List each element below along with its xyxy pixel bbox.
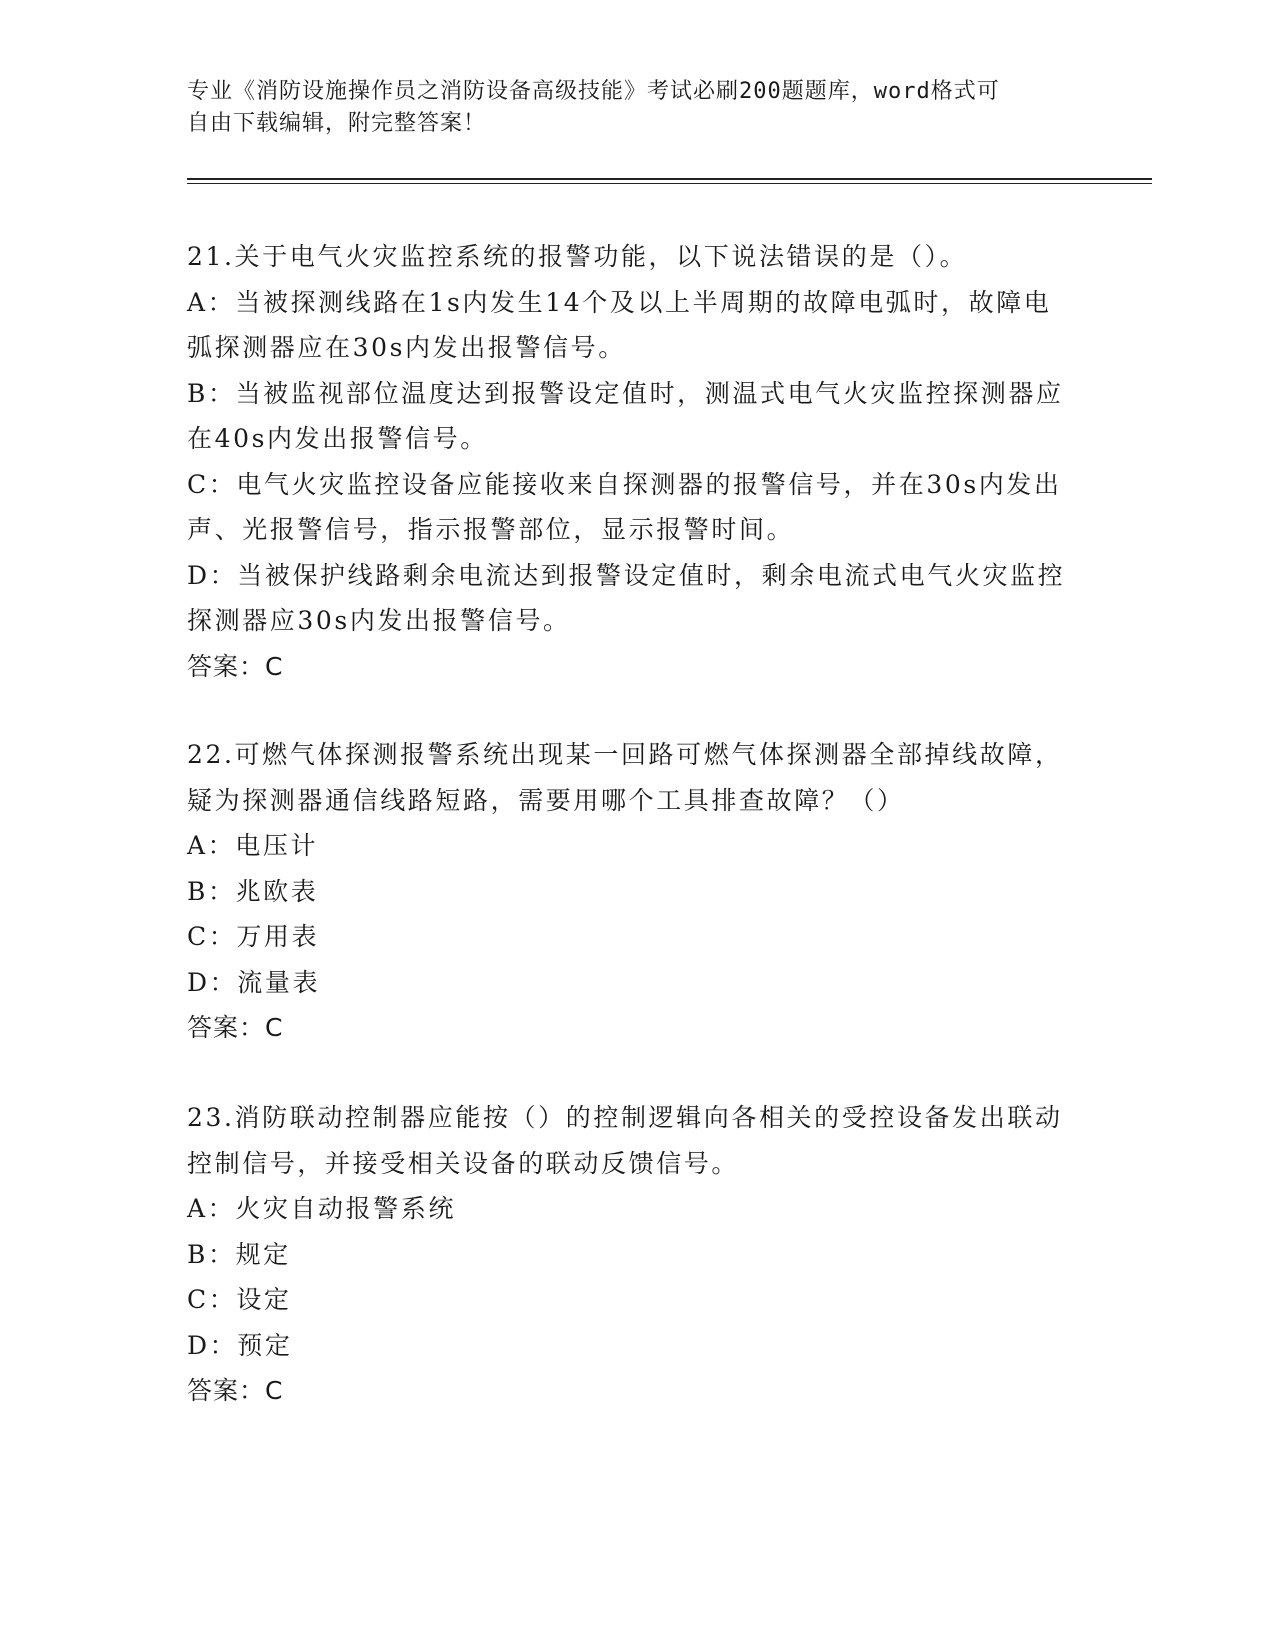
question-stem: 23.消防联动控制器应能按（）的控制逻辑向各相关的受控设备发出联动控制信号，并接受相关设备的联动反馈信号。 (187, 1103, 1063, 1178)
header-title-line-1: 专业《消防设施操作员之消防设备高级技能》考试必刷200题题库，word格式可 (187, 79, 1000, 104)
header-divider-thick (187, 178, 1152, 180)
option-d: D：流量表 (187, 967, 321, 997)
question-stem: 21.关于电气火灾监控系统的报警功能，以下说法错误的是（）。 (187, 242, 968, 271)
answer: 答案：C (187, 651, 284, 681)
option-b: B：当被监视部位温度达到报警设定值时，测温式电气火灾监控探测器应在40s内发出报警信号。 (187, 378, 1064, 453)
question-23 (187, 1095, 1067, 1414)
answer: 答案：C (187, 1376, 284, 1405)
answer: 答案：C (187, 1013, 284, 1042)
option-d: D：预定 (187, 1330, 293, 1360)
question-21 (187, 234, 1067, 689)
question-stem: 22.可燃气体探测报警系统出现某一回路可燃气体探测器全部掉线故障，疑为探测器通信线路短路，需要用哪个工具排查故障？（） (187, 740, 1063, 815)
option-c: C：万用表 (187, 922, 320, 951)
document-header (187, 76, 1077, 140)
header-title-line-2: 自由下载编辑，附完整答案！ (187, 111, 487, 136)
question-22 (187, 732, 1067, 1051)
option-a: A：电压计 (187, 831, 319, 860)
option-b: B：规定 (187, 1239, 291, 1269)
option-b: B：兆欧表 (187, 876, 319, 906)
option-d: D：当被保护线路剩余电流达到报警设定值时，剩余电流式电气火灾监控探测器应30s内发出报警信号。 (187, 560, 1066, 635)
option-c: C：电气火灾监控设备应能接收来自探测器的报警信号，并在30s内发出声、光报警信号，指示报警部位，显示报警时间。 (187, 469, 1062, 544)
option-c: C：设定 (187, 1285, 292, 1314)
header-divider-thin (187, 183, 1152, 184)
option-a: A：火灾自动报警系统 (187, 1194, 457, 1223)
option-a: A：当被探测线路在1s内发生14个及以上半周期的故障电弧时，故障电弧探测器应在30s内发出报警信号。 (187, 287, 1052, 362)
